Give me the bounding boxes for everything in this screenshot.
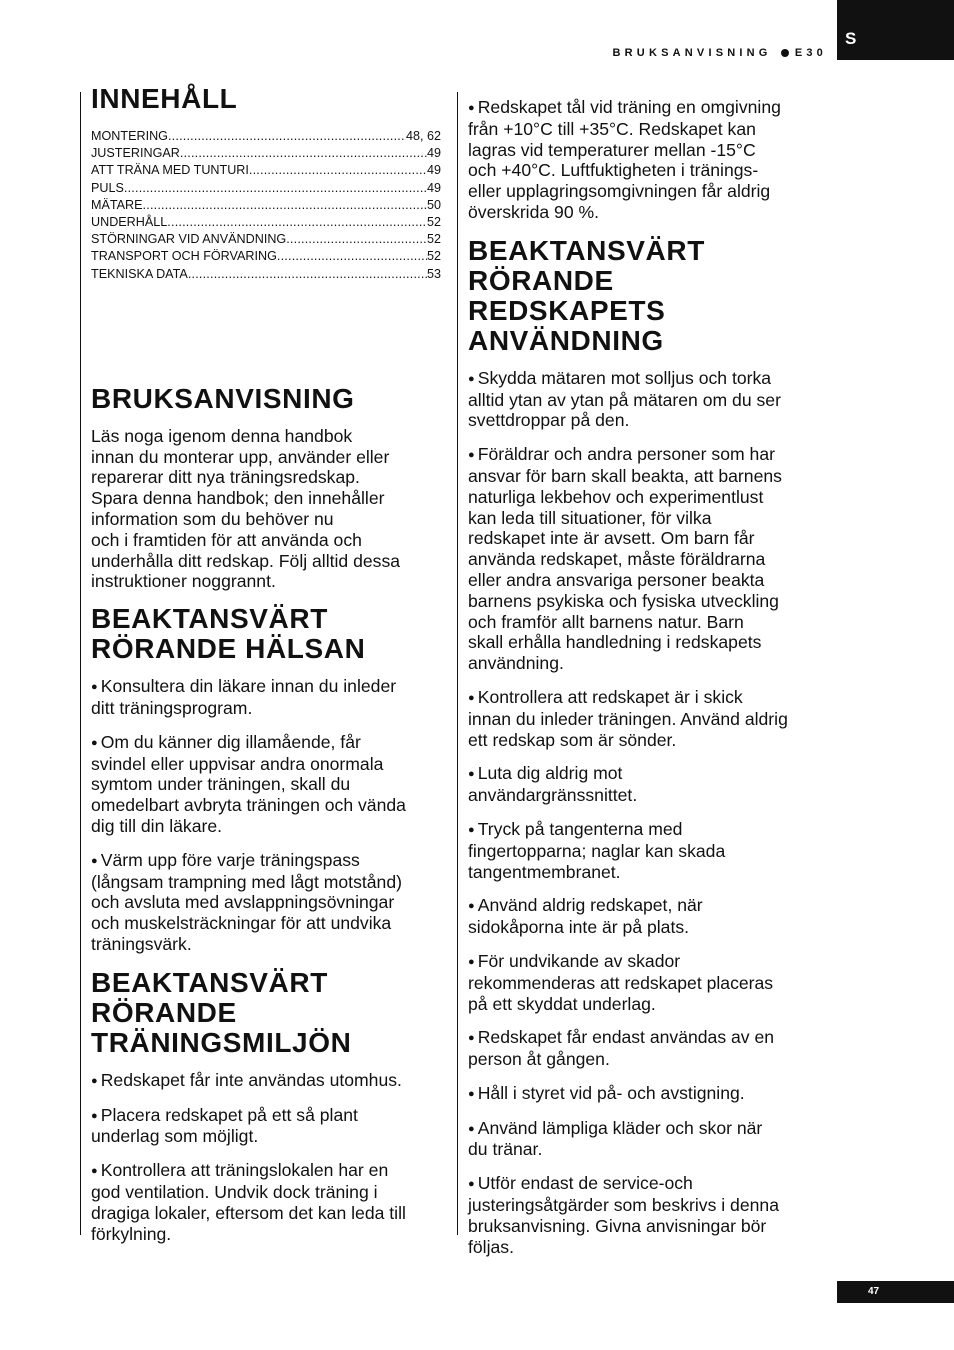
bullet-icon: ● (468, 691, 478, 704)
bullet-line (468, 763, 823, 785)
bullet-line: alltid ytan av ytan på mätaren om du ser (468, 389, 781, 410)
header-manual-label: BRUKSANVISNING (612, 47, 772, 59)
bullet-text: Redskapet får inte användas utomhus. (100, 1069, 402, 1090)
bullet-line: använda redskapet, måste föräldrarna (468, 549, 766, 570)
toc-label: STÖRNINGAR VID ANVÄNDNING (91, 232, 287, 247)
toc-page: 52 (426, 215, 441, 230)
bullet-item (468, 1118, 823, 1161)
bullet-line: från +10°C till +35°C. Redskapet kan (468, 118, 756, 139)
bullet-line: ditt träningsprogram. (91, 698, 253, 718)
bullet-line: på ett skyddat underlag. (468, 993, 656, 1014)
bullet-line (91, 1160, 441, 1182)
health-title (91, 604, 441, 664)
bullet-line: följas. (468, 1236, 514, 1257)
bullet-line: dig till din läkare. (91, 815, 223, 836)
bullet-line: överskrida 90 %. (468, 201, 600, 222)
bullet-line: svindel eller uppvisar andra onormala (91, 753, 384, 774)
bullet-item (468, 895, 823, 938)
manual-title: BRUKSANVISNING (91, 382, 355, 414)
bullet-line: dragiga lokaler, eftersom det kan leda till (91, 1202, 406, 1223)
bullet-dot-icon (781, 49, 789, 57)
toc-row (91, 197, 441, 214)
toc-page: 49 (426, 146, 441, 161)
bullet-item (468, 1173, 823, 1257)
usage-title-line: ANVÄNDNING (468, 324, 664, 356)
bullet-line (468, 1083, 823, 1105)
bullet-line: god ventilation. Undvik dock träning i (91, 1181, 378, 1202)
environment-title-line: TRÄNINGSMILJÖN (91, 1026, 352, 1058)
bullet-icon: ● (468, 449, 478, 462)
environment-title-line: RÖRANDE (91, 996, 237, 1028)
bullet-text: Håll i styret vid på- och avstigning. (477, 1082, 745, 1103)
bullet-line: skall erhålla handledning i redskapets (468, 632, 762, 653)
bullet-line (91, 732, 441, 754)
toc-label: PULS (91, 180, 124, 195)
bullet-item (91, 732, 441, 837)
bullet-line: omedelbart avbryta träningen och vända (91, 795, 406, 816)
toc-label: MONTERING (91, 129, 168, 143)
bullet-item (91, 1160, 441, 1244)
toc-leader (277, 248, 427, 265)
toc-leader (143, 197, 427, 214)
bullet-line: redskapet inte är avsett. Om barn får (468, 528, 755, 549)
toc-label: ATT TRÄNA MED TUNTURI (91, 163, 249, 178)
bullet-item (91, 850, 441, 955)
bullet-line: eller andra ansvariga personer beakta (468, 569, 765, 590)
toc-page: 53 (426, 266, 441, 281)
language-code: S (845, 29, 857, 48)
bullet-text: Tryck på tangenterna med (477, 818, 683, 839)
bullet-item (468, 687, 823, 750)
language-tab (837, 0, 954, 60)
bullet-icon: ● (468, 372, 478, 385)
bullet-line: (långsam trampning med lågt motstånd) (91, 871, 402, 892)
toc-row (91, 145, 441, 162)
toc-leader (188, 266, 427, 283)
environment-title (91, 968, 441, 1058)
manual-intro (91, 426, 441, 592)
bullet-line: barnens psykiska och fysiska utveckling (468, 590, 779, 611)
bullet-item (91, 1105, 441, 1148)
toc-row (91, 248, 441, 265)
bullet-text: Placera redskapet på ett så plant (100, 1104, 358, 1125)
bullet-line: förkylning. (91, 1223, 172, 1244)
toc-page: 49 (426, 180, 441, 195)
bullet-line (91, 1105, 441, 1127)
toc-row (91, 231, 441, 248)
bullet-line: lagras vid temperaturer mellan -15°C (468, 139, 756, 160)
toc-leader (180, 145, 427, 162)
bullet-icon: ● (91, 736, 101, 749)
bullet-line: bruksanvisning. Givna anvisningar bör (468, 1215, 767, 1236)
usage-title-line: BEAKTANSVÄRT (468, 234, 705, 266)
bullet-text: Om du känner dig illamående, får (100, 731, 361, 752)
toc-row (91, 180, 441, 197)
page-number: 47 (868, 1286, 880, 1297)
bullet-line (468, 895, 823, 917)
bullet-line (468, 368, 823, 390)
bullet-line: person åt gången. (468, 1049, 610, 1070)
toc-page: 52 (426, 232, 441, 247)
bullet-line: användning. (468, 653, 564, 674)
intro-line: Läs noga igenom denna handbok (91, 425, 353, 446)
bullet-line: kan leda till situationer, för vilka (468, 507, 712, 528)
bullet-icon: ● (468, 823, 478, 836)
bullet-line: och +40°C. Luftfuktigheten i tränings- (468, 160, 759, 181)
page-number-tab (837, 1281, 954, 1303)
bullet-line: du tränar. (468, 1139, 543, 1160)
toc-page: 50 (426, 197, 441, 212)
bullet-item (468, 1027, 823, 1070)
center-column-rule (457, 92, 458, 1235)
toc-page: 49 (426, 163, 441, 178)
intro-line: och i framtiden för att använda och (91, 529, 362, 550)
health-title-line: BEAKTANSVÄRT (91, 603, 328, 635)
bullet-text: Kontrollera att redskapet är i skick (477, 686, 743, 707)
bullet-line: svettdroppar på den. (468, 410, 630, 431)
bullet-text: Kontrollera att träningslokalen har en (100, 1160, 389, 1181)
toc-leader (167, 214, 427, 231)
bullet-text: Luta dig aldrig mot (477, 763, 623, 784)
bullet-icon: ● (468, 900, 478, 913)
bullet-item (468, 1083, 823, 1105)
bullet-line: naturliga lekbehov och experimentlust (468, 486, 764, 507)
bullet-text: För undvikande av skador (477, 950, 681, 971)
bullet-text: Redskapet tål vid träning en omgivning (477, 97, 781, 117)
toc-leader (286, 231, 427, 248)
bullet-line: användargränssnittet. (468, 785, 638, 806)
bullet-line: ett redskap som är sönder. (468, 729, 677, 750)
bullet-icon: ● (468, 1032, 478, 1045)
bullet-line (91, 1070, 441, 1092)
toc-leader (249, 162, 427, 179)
bullet-item (468, 951, 823, 1014)
bullet-line (468, 687, 823, 709)
intro-line: instruktioner noggrannt. (91, 571, 276, 592)
bullet-line: och avsluta med avslappningsövningar (91, 892, 395, 913)
bullet-line: träningsvärk. (91, 933, 192, 954)
bullet-icon: ● (468, 768, 478, 781)
bullet-text: Skydda mätaren mot solljus och torka (477, 367, 772, 388)
toc-leader (168, 128, 406, 145)
toc-row (91, 214, 441, 231)
bullet-line: underlag som möjligt. (91, 1126, 259, 1147)
bullet-line: och muskelsträckningar för att undvika (91, 913, 392, 934)
bullet-line (468, 97, 823, 119)
bullet-line: och framför allt barnens natur. Barn (468, 611, 744, 632)
toc-label: UNDERHÅLL (91, 215, 168, 230)
bullet-icon: ● (468, 1087, 478, 1100)
toc-label: TRANSPORT OCH FÖRVARING (91, 249, 277, 264)
bullet-line: justeringsåtgärder som beskrivs i denna (468, 1195, 779, 1216)
intro-line: Spara denna handbok; den innehåller (91, 488, 385, 509)
toc-label: JUSTERINGAR (91, 146, 180, 161)
bullet-line (468, 444, 823, 466)
bullet-text: Redskapet får endast användas av en (477, 1027, 775, 1048)
bullet-line: eller upplagringsomgivningen får aldrig (468, 181, 771, 202)
bullet-line (91, 676, 441, 698)
bullet-text: Konsultera din läkare innan du inleder (100, 676, 397, 697)
toc-label: TEKNISKA DATA (91, 266, 188, 281)
bullet-line: innan du inleder träningen. Använd aldrig (468, 708, 788, 729)
intro-line: reparerar ditt nya träningsredskap. (91, 467, 360, 488)
running-header (613, 47, 827, 59)
bullet-item (91, 676, 441, 719)
bullet-line (468, 1173, 823, 1195)
intro-line: underhålla ditt redskap. Följ alltid dessa (91, 550, 401, 571)
bullet-text: Föräldrar och andra personer som har (477, 444, 775, 465)
bullet-item (468, 97, 823, 223)
bullet-line: sidokåporna inte är på plats. (468, 917, 690, 938)
bullet-icon: ● (468, 1178, 478, 1191)
bullet-text: Använd lämpliga kläder och skor när (477, 1117, 763, 1138)
environment-title-line: BEAKTANSVÄRT (91, 966, 328, 998)
toc-row (91, 162, 441, 179)
bullet-icon: ● (91, 854, 101, 867)
usage-title (468, 236, 823, 356)
bullet-icon: ● (91, 681, 101, 694)
toc-leader (124, 180, 427, 197)
bullet-item (91, 1070, 441, 1092)
bullet-item (468, 819, 823, 882)
bullet-icon: ● (91, 1165, 101, 1178)
bullet-line: tangentmembranet. (468, 861, 621, 882)
bullet-item (468, 368, 823, 431)
bullet-icon: ● (468, 955, 478, 968)
toc-row (91, 266, 441, 283)
usage-title-line: REDSKAPETS (468, 294, 666, 326)
left-column-rule (80, 92, 81, 1235)
intro-line: information som du behöver nu (91, 509, 334, 530)
bullet-text: Använd aldrig redskapet, när (477, 895, 703, 916)
bullet-icon: ● (468, 102, 478, 114)
toc-page: 48, 62 (405, 129, 441, 143)
bullet-line: fingertopparna; naglar kan skada (468, 840, 726, 861)
intro-line: innan du monterar upp, använder eller (91, 446, 390, 467)
bullet-line (468, 1027, 823, 1049)
toc-page: 52 (426, 249, 441, 264)
health-title-line: RÖRANDE HÄLSAN (91, 633, 366, 665)
bullet-text: Värm upp före varje träningspass (100, 849, 360, 870)
bullet-text: Utför endast de service-och (477, 1173, 693, 1194)
bullet-line: ansvar för barn skall beakta, att barnens (468, 465, 782, 486)
usage-title-line: RÖRANDE (468, 264, 614, 296)
bullet-line (468, 1118, 823, 1140)
bullet-item (468, 763, 823, 806)
bullet-icon: ● (91, 1109, 101, 1122)
toc-label: MÄTARE (91, 197, 143, 212)
toc-title: INNEHÅLL (91, 83, 238, 114)
right-column (468, 97, 823, 1270)
bullet-line: symtom under träningen, skall du (91, 774, 351, 795)
toc-row (91, 128, 441, 145)
bullet-icon: ● (91, 1074, 101, 1087)
left-column (91, 84, 441, 1257)
header-model: E30 (794, 47, 827, 59)
bullet-icon: ● (468, 1122, 478, 1135)
table-of-contents (91, 128, 441, 283)
bullet-line (91, 850, 441, 872)
bullet-item (468, 444, 823, 674)
bullet-line (468, 951, 823, 973)
bullet-line (468, 819, 823, 841)
bullet-line: rekommenderas att redskapet placeras (468, 972, 774, 993)
